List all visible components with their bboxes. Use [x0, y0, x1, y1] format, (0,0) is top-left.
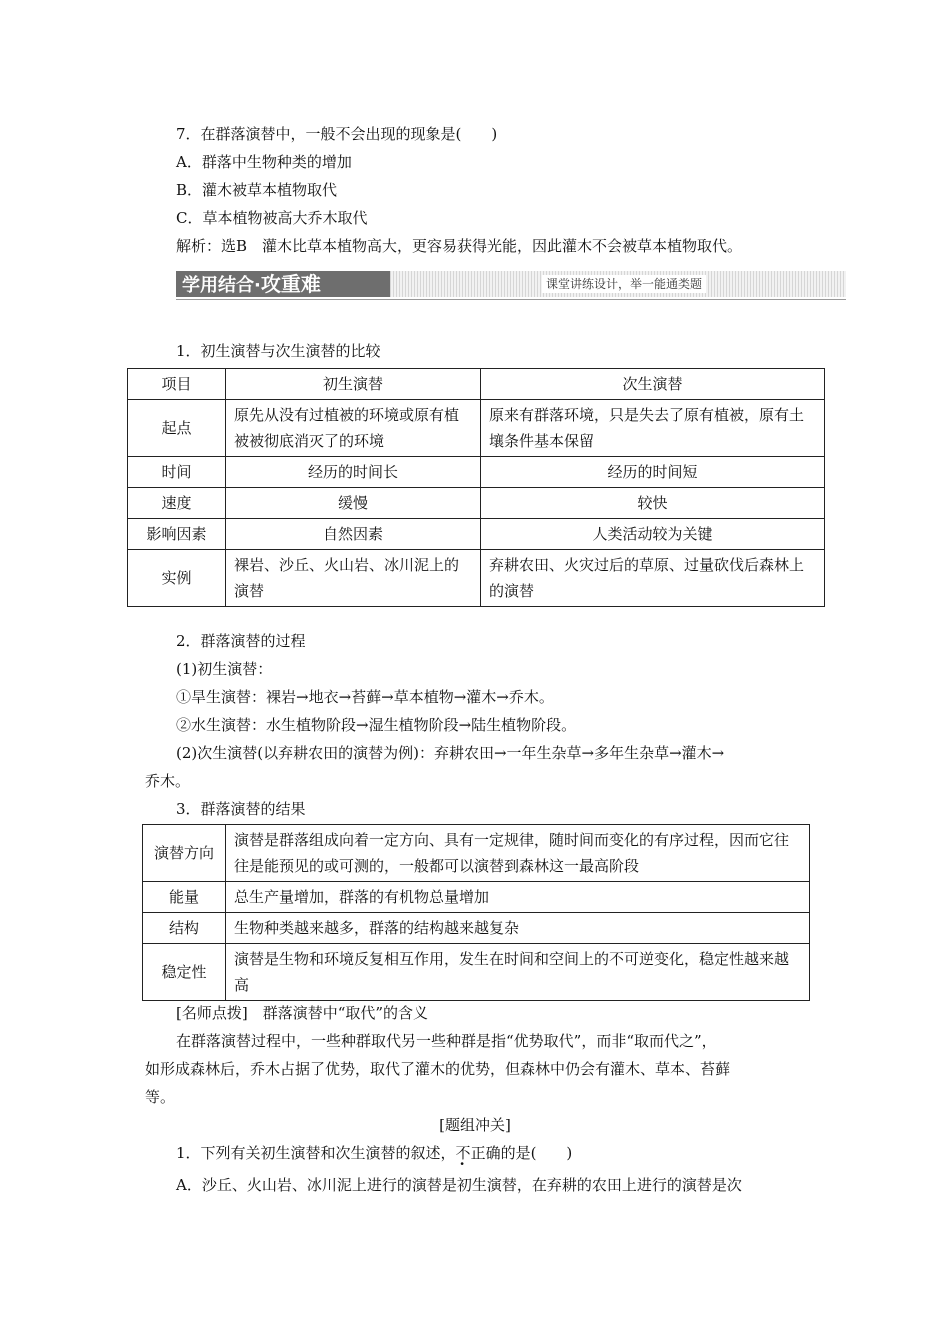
group-question-1-option-a: A．沙丘、火山岩、冰川泥上进行的演替是初生演替，在弃耕的农田上进行的演替是次 [176, 1176, 742, 1194]
table-row [128, 457, 825, 488]
table-row-label: 结构 [143, 913, 226, 944]
table-row [128, 400, 825, 457]
table-header-cell: 次生演替 [481, 369, 825, 400]
group-question-1-stem [176, 1143, 572, 1163]
section-3-heading: 3．群落演替的结果 [176, 800, 306, 818]
table-row-label: 演替方向 [143, 825, 226, 882]
stem-suffix: 正确的是( ) [470, 1144, 573, 1162]
section-banner [176, 270, 846, 298]
banner-title [176, 271, 390, 297]
table-row [128, 550, 825, 607]
table-cell: 人类活动较为关键 [481, 519, 825, 550]
section-2-xerarch: ①旱生演替：裸岩→地衣→苔藓→草本植物→灌木→乔木。 [176, 688, 554, 706]
table-row-label: 实例 [128, 550, 226, 607]
comparison-table [127, 368, 825, 607]
table-row [128, 488, 825, 519]
table-row [143, 825, 810, 882]
table-cell: 生物种类越来越多，群落的结构越来越复杂 [226, 913, 810, 944]
banner-underline [176, 299, 846, 300]
table-cell: 缓慢 [226, 488, 481, 519]
table-cell: 演替是群落组成向着一定方向、具有一定规律，随时间而变化的有序过程，因而它往往是能预见的或可测的，一般都可以演替到森林这一最高阶段 [226, 825, 810, 882]
banner-stripe [390, 271, 846, 297]
table-header-cell: 项目 [128, 369, 226, 400]
table-cell: 总生产量增加，群落的有机物总量增加 [226, 882, 810, 913]
banner-subtitle: 课堂讲练设计，举一能通类题 [542, 275, 706, 293]
table-cell: 原先从没有过植被的环境或原有植被被彻底消灭了的环境 [226, 400, 481, 457]
teacher-tip-title: [名师点拨] 群落演替中“取代”的含义 [176, 1004, 429, 1022]
question-7-stem: 7．在群落演替中，一般不会出现的现象是( ) [176, 125, 498, 143]
section-2-hydrarch: ②水生演替：水生植物阶段→湿生植物阶段→陆生植物阶段。 [176, 716, 577, 734]
table-cell: 自然因素 [226, 519, 481, 550]
section-2-heading: 2．群落演替的过程 [176, 632, 306, 650]
question-7-option-c: C．草本植物被高大乔木取代 [176, 209, 368, 227]
section-2-secondary: (2)次生演替(以弃耕农田的演替为例)：弃耕农田→一年生杂草→多年生杂草→灌木→ [176, 744, 725, 762]
table-row-label: 能量 [143, 882, 226, 913]
banner-title-main: 攻重难 [260, 272, 321, 296]
emphasis-not: 不 [455, 1144, 471, 1162]
table-row [143, 882, 810, 913]
section-1-heading: 1．初生演替与次生演替的比较 [176, 342, 381, 360]
question-7-option-b: B．灌木被草本植物取代 [176, 181, 338, 199]
table-row-label: 稳定性 [143, 944, 226, 1001]
table-cell: 经历的时间长 [226, 457, 481, 488]
table-header-row [128, 369, 825, 400]
table-cell: 弃耕农田、火灾过后的草原、过量砍伐后森林上的演替 [481, 550, 825, 607]
question-group-title: [题组冲关] [439, 1116, 511, 1134]
banner-title-prefix: 学用结合· [182, 275, 261, 296]
question-7-option-a: A．群落中生物种类的增加 [176, 153, 352, 171]
table-cell: 较快 [481, 488, 825, 519]
section-2-primary-title: (1)初生演替： [176, 660, 273, 678]
table-row-label: 影响因素 [128, 519, 226, 550]
teacher-tip-line-3: 等。 [145, 1088, 176, 1106]
table-row [143, 913, 810, 944]
table-row [143, 944, 810, 1001]
table-header-cell: 初生演替 [226, 369, 481, 400]
table-cell: 原来有群落环境，只是失去了原有植被，原有土壤条件基本保留 [481, 400, 825, 457]
result-table [142, 824, 810, 1001]
table-cell: 经历的时间短 [481, 457, 825, 488]
table-cell: 演替是生物和环境反复相互作用，发生在时间和空间上的不可逆变化，稳定性越来越高 [226, 944, 810, 1001]
teacher-tip-line-2: 如形成森林后，乔木占据了优势，取代了灌木的优势，但森林中仍会有灌木、草本、苔藓 [145, 1060, 731, 1078]
table-row-label: 时间 [128, 457, 226, 488]
table-row-label: 速度 [128, 488, 226, 519]
table-row-label: 起点 [128, 400, 226, 457]
question-7-analysis: 解析：选B 灌木比草本植物高大，更容易获得光能，因此灌木不会被草本植物取代。 [176, 237, 743, 255]
table-row [128, 519, 825, 550]
table-cell: 裸岩、沙丘、火山岩、冰川泥上的演替 [226, 550, 481, 607]
section-2-secondary-cont: 乔木。 [145, 772, 191, 790]
stem-prefix: 1．下列有关初生演替和次生演替的叙述， [176, 1144, 456, 1162]
teacher-tip-line-1: 在群落演替过程中，一些种群取代另一些种群是指“优势取代”，而非“取而代之”， [176, 1032, 717, 1050]
